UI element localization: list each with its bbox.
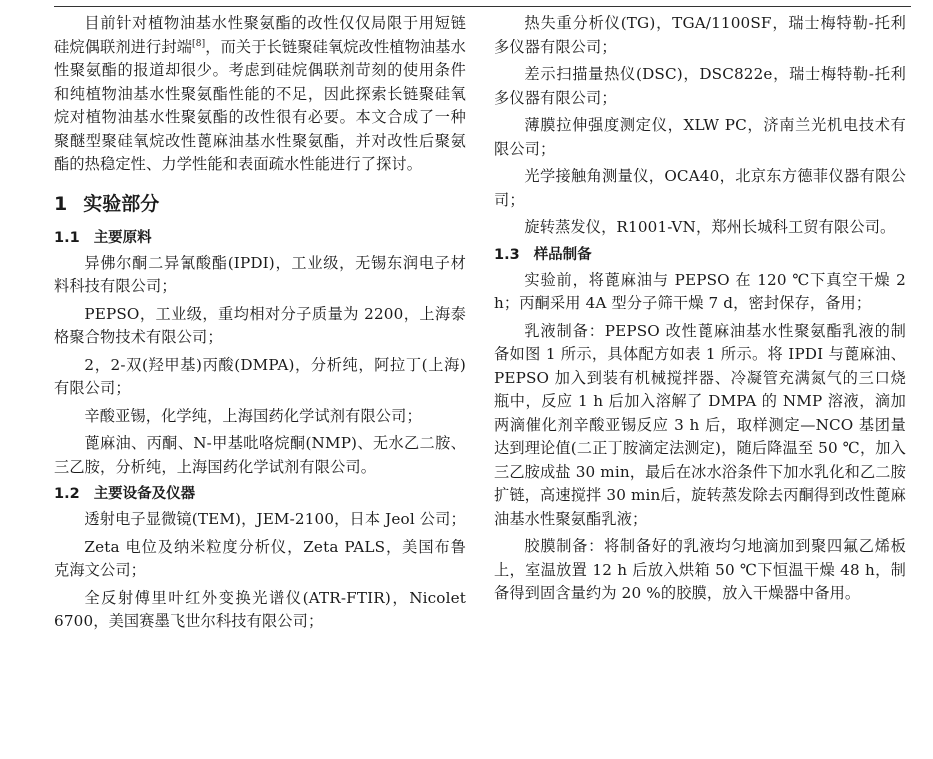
material-item: 异佛尔酮二异氰酸酯(IPDI)，工业级，无锡东润电子材料科技有限公司； [54, 253, 466, 295]
instrument-item: 差示扫描量热仪(DSC)，DSC822e，瑞士梅特勒-托利多仪器有限公司； [494, 65, 906, 107]
top-rule [54, 6, 911, 7]
subsection-title: 主要原料 [93, 229, 152, 246]
section-number: 1 [54, 192, 68, 215]
instrument-item: Zeta 电位及纳米粒度分析仪，Zeta PALS，美国布鲁克海文公司； [54, 537, 466, 579]
section-heading [54, 191, 466, 217]
subsection-number: 1.3 [494, 246, 520, 263]
intro-text-a: 目前针对植物油基水性聚氨酯的改性仅仅局限于用短链硅烷偶联剂进行封端 [54, 14, 466, 56]
section-title: 实验部分 [83, 192, 160, 215]
material-item: 辛酸亚锡，化学纯，上海国药化学试剂有限公司； [84, 406, 422, 425]
citation: [8] [192, 38, 206, 49]
instrument-item: 热失重分析仪(TG)，TGA/1100SF，瑞士梅特勒-托利多仪器有限公司； [494, 14, 906, 56]
subsection-heading-materials [54, 227, 466, 250]
material-item: 2，2-双(羟甲基)丙酸(DMPA)，分析纯，阿拉丁(上海)有限公司； [54, 355, 466, 397]
subsection-number: 1.1 [54, 229, 80, 246]
intro-text-b: ，而关于长链聚硅氧烷改性植物油基水性聚氨酯的报道却很少。考虑到硅烷偶联剂苛刻的使用条件和纯植物油基水性聚氨酯性能的不足，因此探索长链聚硅氧烷对植物油基水性聚氨酯的改性很有必要。本文合成了一种聚醚型聚硅氧烷改性蓖麻油基水性聚氨酯，并对改性后聚氨酯的热稳定性、力学性能和表面疏水性能进行了探讨。 [54, 37, 466, 173]
instrument-item: 全反射傅里叶红外变换光谱仪(ATR-FTIR)，Nicolet 6700，美国赛墨飞世尔科技有限公司； [54, 588, 466, 630]
intro-paragraph [54, 12, 466, 177]
material-item: PEPSO，工业级，重均相对分子质量为 2200，上海泰格聚合物技术有限公司； [54, 304, 466, 346]
subsection-number: 1.2 [54, 486, 80, 502]
subsection-heading-preparation [494, 244, 906, 267]
subsection-title: 主要设备及仪器 [93, 486, 196, 502]
instrument-item: 光学接触角测量仪，OCA40，北京东方德菲仪器有限公司； [494, 167, 906, 209]
prep-paragraph: 胶膜制备：将制备好的乳液均匀地滴加到聚四氟乙烯板上，室温放置 12 h 后放入烘箱 50 ℃下恒温干燥 48 h，制备得到固含量约为 20 %的胶膜，放入干燥器中备用。 [494, 537, 906, 602]
prep-paragraph: 乳液制备：PEPSO 改性蓖麻油基水性聚氨酯乳液的制备如图 1 所示，具体配方如表 1 所示。将 IPDI 与蓖麻油、PEPSO 加入到装有机械搅拌器、冷凝管充满氮气的三口烧瓶中，反应 1 h 后加入溶解了 DMPA 的 NMP 溶液，滴加两滴催化剂辛酸亚锡反应 3 h 后，取样测定—NCO 基团量达到理论值(二正丁胺滴定法测定)，随后降温至 50 ℃，加入三乙胺成盐 30 min，最后在冰水浴条件下加水乳化和乙二胺扩链，高速搅拌 30 min后，旋转蒸发除去丙酮得到改性蓖麻油基水性聚氨酯乳液； [494, 321, 906, 528]
subsection-heading-instruments [54, 483, 466, 506]
instrument-item: 薄膜拉伸强度测定仪，XLW PC，济南兰光机电技术有限公司； [494, 116, 906, 158]
material-item: 蓖麻油、丙酮、N-甲基吡咯烷酮(NMP)、无水乙二胺、三乙胺，分析纯，上海国药化学试剂有限公司。 [54, 434, 466, 476]
prep-paragraph: 实验前，将蓖麻油与 PEPSO 在 120 ℃下真空干燥 2 h；丙酮采用 4A 型分子筛干燥 7 d，密封保存，备用； [494, 270, 906, 312]
subsection-title: 样品制备 [533, 246, 592, 263]
right-column [494, 12, 906, 610]
instrument-item: 透射电子显微镜(TEM)，JEM-2100，日本 Jeol 公司； [84, 510, 466, 528]
instrument-item: 旋转蒸发仪，R1001-VN，郑州长城科工贸有限公司。 [524, 218, 896, 236]
left-column [54, 12, 466, 638]
